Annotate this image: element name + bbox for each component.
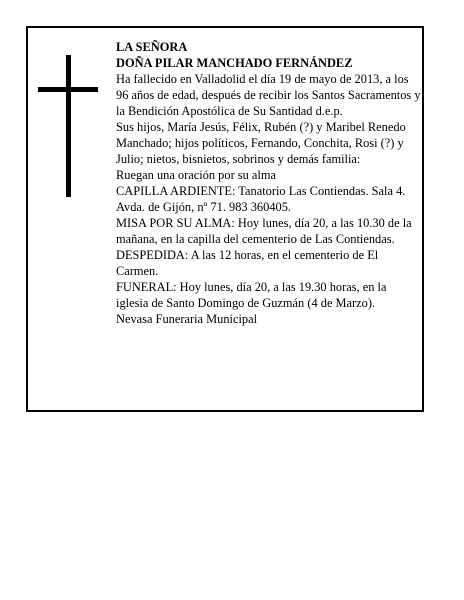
- funeral-chapel-info: CAPILLA ARDIENTE: Tanatorio Las Contiendas. Sala 4. Avda. de Gijón, nº 71. 983 360405.: [116, 184, 406, 214]
- death-announcement: Ha fallecido en Valladolid el día 19 de mayo de 2013, a los 96 años de edad, después de recibir los Santos Sacramentos y la Bendición Apostólica de Su Santidad d.e.p.: [116, 72, 421, 118]
- family-list: Sus hijos, María Jesús, Félix, Rubén (?) y Maribel Renedo Manchado; hijos políticos, Fernando, Conchita, Rosi (?) y Julio; nietos, bisnietos, sobrinos y demás familia:: [116, 120, 406, 166]
- obituary-notice: [26, 26, 424, 412]
- latin-cross-icon: [38, 55, 98, 197]
- cross-vertical-bar: [66, 55, 71, 197]
- funeral-home: Nevasa Funeraria Municipal: [116, 312, 258, 326]
- mass-info: MISA POR SU ALMA: Hoy lunes, día 20, a las 10.30 de la mañana, en la capilla del cementerio de Las Contiendas.: [116, 216, 412, 246]
- funeral-info: FUNERAL: Hoy lunes, día 20, a las 19.30 horas, en la iglesia de Santo Domingo de Guzmán (4 de Marzo).: [116, 280, 387, 310]
- cross-horizontal-bar: [38, 87, 98, 92]
- farewell-info: DESPEDIDA: A las 12 horas, en el cementerio de El Carmen.: [116, 248, 379, 278]
- deceased-name: DOÑA PILAR MANCHADO FERNÁNDEZ: [116, 56, 353, 70]
- prayer-request: Ruegan una oración por su alma: [116, 168, 276, 182]
- notice-text: [116, 39, 421, 327]
- notice-heading: LA SEÑORA: [116, 40, 188, 54]
